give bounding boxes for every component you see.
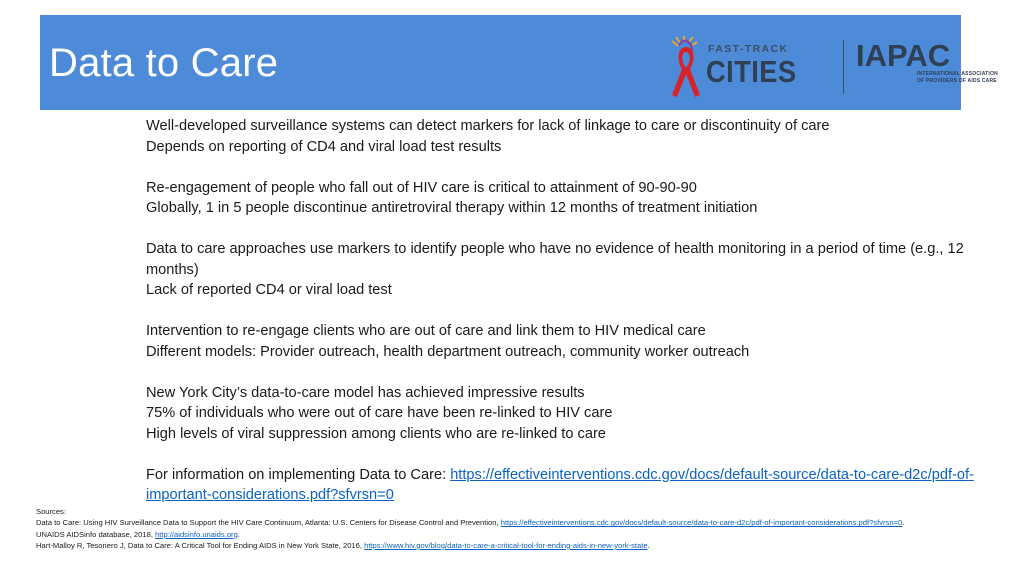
iapac-logo-text: IAPAC	[856, 38, 951, 73]
partner-logos	[662, 34, 998, 100]
source-end: .	[237, 529, 240, 539]
info-text: For information on implementing Data to Care:	[146, 466, 451, 483]
iapac-logo	[856, 36, 951, 74]
sources-footnote	[36, 506, 996, 551]
slide-title: Data to Care	[49, 41, 279, 85]
source-item	[36, 529, 996, 540]
paragraph-line: Intervention to re-engage clients who are out of care and link them to HIV medical care	[146, 323, 706, 339]
slide-header	[40, 15, 998, 110]
paragraph-surveillance	[146, 116, 976, 157]
cities-label: CITIES	[706, 54, 797, 89]
source-text: Hart-Malloy R, Tesoriero J, Data to Care: A Critical Tool for Ending AIDS in New York State, 2016,	[36, 540, 365, 550]
source-end: .	[902, 518, 905, 528]
fast-track-label: FAST-TRACK	[708, 43, 789, 55]
source-link[interactable]: https://www.hiv.gov/blog/data-to-care-a-critical-tool-for-ending-aids-in-new-york-state	[364, 540, 648, 550]
paragraph-line: Well-developed surveillance systems can detect markers for lack of linkage to care or discontinuity of care	[146, 118, 830, 134]
source-item	[36, 517, 996, 528]
paragraph-reengagement	[146, 178, 976, 219]
source-text: Data to Care: Using HIV Surveillance Data to Support the HIV Care Continuum, Atlanta: U.S. Centers for Disease Control and Prevention,	[36, 518, 501, 528]
info-link[interactable]: https://effectiveinterventions.cdc.gov/docs/default-source/data-to-care-d2c/pdf-of-important-considerations.pdf?sfvrsn=0	[146, 466, 974, 503]
iapac-full-name	[917, 71, 998, 84]
red-ribbon-icon	[666, 37, 706, 99]
source-link[interactable]: http://aidsinfo.unaids.org	[155, 529, 238, 539]
paragraph-line: Depends on reporting of CD4 and viral load test results	[146, 138, 502, 155]
paragraph-line: Re-engagement of people who fall out of HIV care is critical to attainment of 90-90-90	[146, 179, 697, 196]
source-link[interactable]: https://effectiveinterventions.cdc.gov/docs/default-source/data-to-care-d2c/pdf-of-important-considerations.pdf?sfvrsn=0	[500, 518, 903, 528]
paragraph-line: Globally, 1 in 5 people discontinue antiretroviral therapy within 12 months of treatment initiation	[146, 200, 758, 216]
source-text: UNAIDS AIDSinfo database, 2018,	[36, 529, 156, 539]
paragraph-line: High levels of viral suppression among clients who are re-linked to care	[146, 425, 606, 442]
paragraph-line: Lack of reported CD4 or viral load test	[146, 282, 392, 298]
sources-heading: Sources:	[36, 507, 66, 516]
iapac-full-name-line2: OF PROVIDERS OF AIDS CARE	[917, 77, 997, 84]
slide-body	[146, 116, 976, 526]
paragraph-info	[146, 465, 976, 506]
paragraph-line: Different models: Provider outreach, health department outreach, community worker outreach	[146, 343, 750, 360]
paragraph-intervention	[146, 321, 976, 362]
source-item	[36, 540, 996, 551]
paragraph-line: 75% of individuals who were out of care have been re-linked to HIV care	[146, 405, 613, 421]
logo-divider	[843, 40, 844, 94]
source-end: .	[647, 540, 650, 550]
paragraph-line: New York City’s data-to-care model has achieved impressive results	[146, 384, 585, 401]
paragraph-nyc-results	[146, 383, 976, 445]
paragraph-approaches	[146, 239, 976, 301]
iapac-full-name-line1: INTERNATIONAL ASSOCIATION	[917, 71, 998, 77]
paragraph-line: Data to care approaches use markers to identify people who have no evidence of health monitoring in a period of time (e.g., 12 months)	[146, 241, 964, 278]
